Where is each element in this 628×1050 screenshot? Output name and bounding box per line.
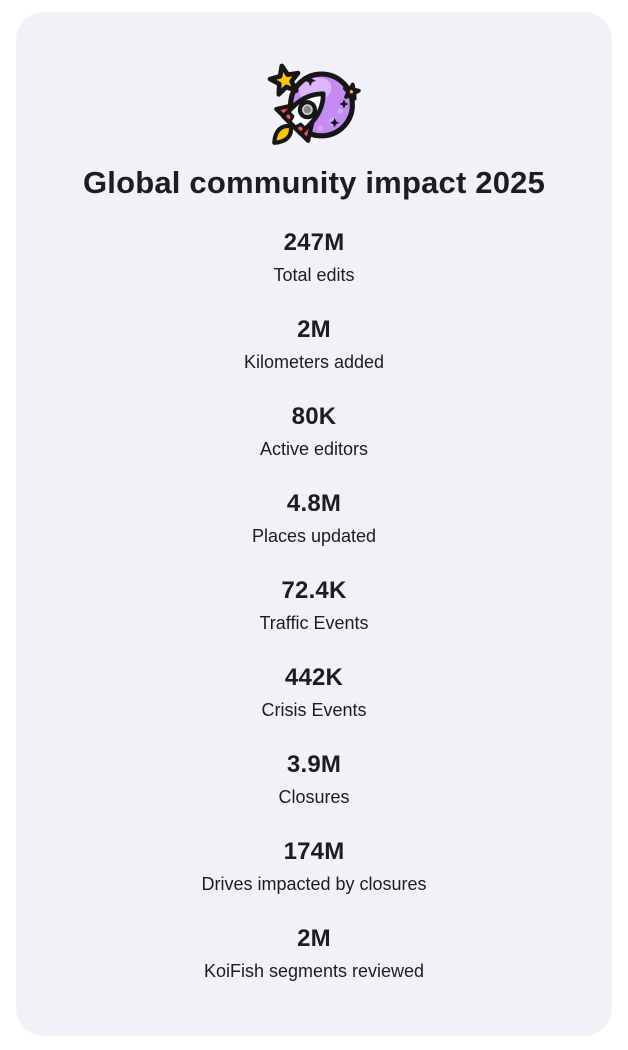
stats-list [201, 228, 426, 983]
page-title: Global community impact 2025 [82, 165, 546, 200]
stat-item [273, 228, 354, 287]
stat-value: 2M [297, 925, 331, 952]
stat-item [244, 315, 384, 374]
stat-label: KoiFish segments reviewed [203, 961, 425, 981]
stat-item [252, 489, 376, 548]
stat-label: Closures [278, 787, 350, 807]
stat-label: Places updated [251, 526, 377, 546]
stat-value: 3.9M [286, 751, 342, 778]
stat-value: 442K [284, 664, 344, 691]
stat-value: 174M [283, 838, 345, 865]
stat-label: Traffic Events [259, 613, 369, 633]
stat-value: 72.4K [281, 577, 347, 604]
stat-label: Kilometers added [243, 352, 385, 372]
stat-value: 247M [283, 229, 345, 256]
stat-item [260, 402, 368, 461]
stat-label: Crisis Events [261, 700, 367, 720]
stat-label: Active editors [259, 439, 369, 459]
stat-item [261, 663, 366, 722]
stat-label: Total edits [273, 265, 355, 285]
stat-item [278, 750, 349, 809]
rocket-planet-stars-icon [264, 60, 364, 148]
stat-label: Drives impacted by closures [201, 874, 427, 894]
stat-value: 2M [297, 316, 331, 343]
stat-item [201, 837, 426, 896]
stat-item [259, 576, 368, 635]
stat-value: 4.8M [286, 490, 342, 517]
stat-value: 80K [291, 403, 337, 430]
stat-item [204, 924, 424, 983]
impact-summary-card [16, 12, 612, 1036]
